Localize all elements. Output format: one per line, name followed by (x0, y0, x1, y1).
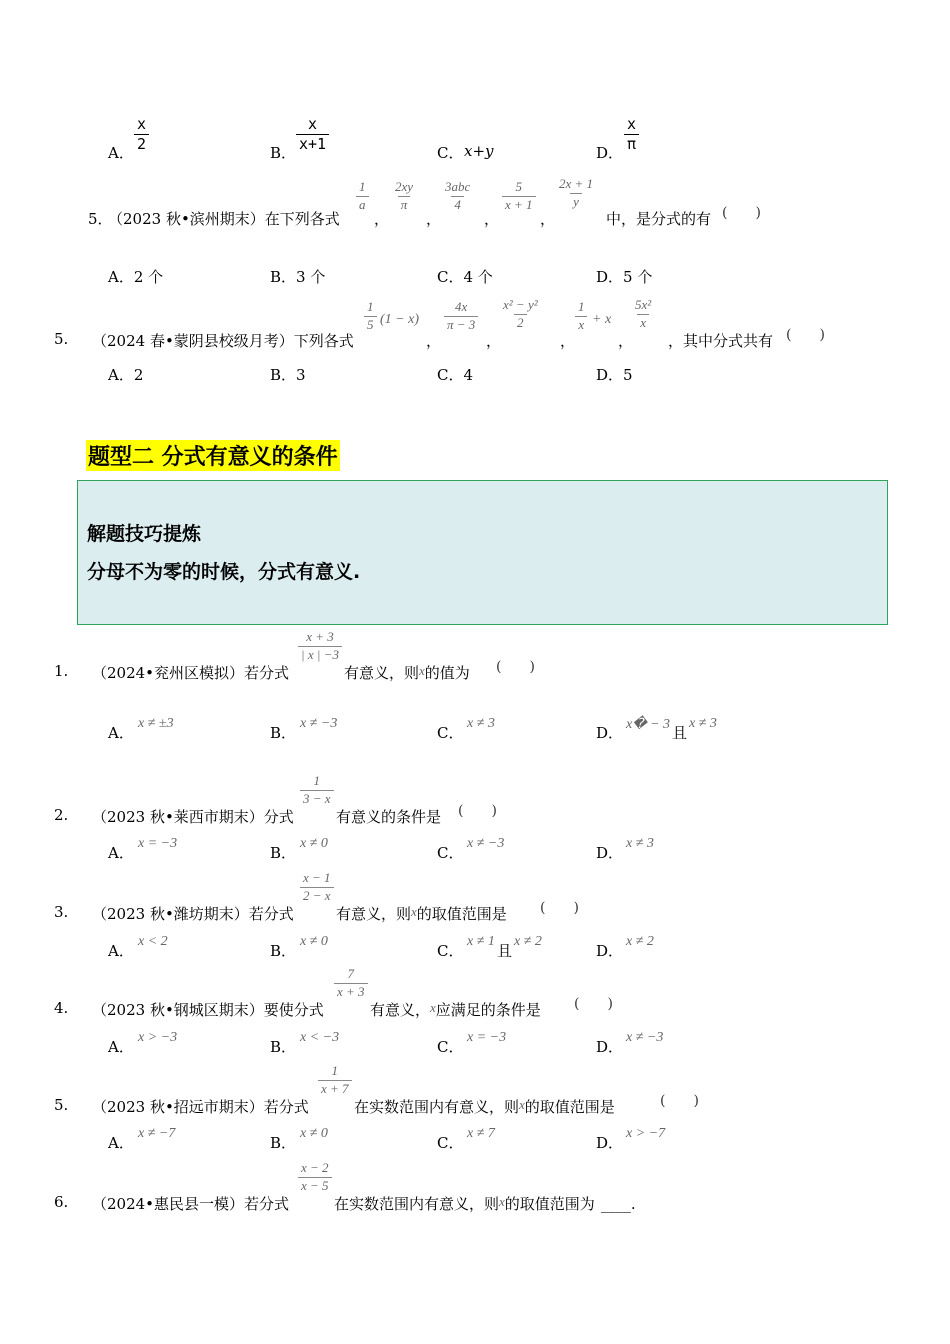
option-label: C． (437, 1134, 464, 1152)
fraction-4-tail: + x (592, 312, 612, 327)
fraction-4: $\frac{5}{x + 1}$ (502, 180, 536, 213)
question-text-part: 的取值范围为 (504, 1195, 595, 1213)
option-d-label: D． (596, 144, 624, 162)
question-tail: 中，是分式的有 (606, 210, 712, 228)
fraction-2: $\frac{4x}{\pi - 3}$ (444, 300, 478, 333)
fraction-4: $\frac{1}{x}$ (575, 300, 588, 333)
separator: ， (560, 332, 576, 350)
tip-title: 解题技巧提炼 (87, 523, 202, 545)
option-math: x < −3 (300, 1030, 340, 1045)
section-heading: 题型二 分式有意义的条件 (86, 440, 340, 471)
question-number: 6. (54, 1193, 69, 1211)
question-number: 1. (54, 662, 69, 680)
option-math: x ≠ 0 (300, 934, 328, 949)
option-math: x ≠ −3 (300, 716, 338, 731)
option-math: x = −3 (138, 836, 178, 851)
separator: ， (486, 332, 502, 350)
question-text (336, 806, 441, 827)
fraction-numerator: x − 2 (301, 1160, 329, 1175)
question-text-part: 有意义，则 (336, 905, 412, 923)
question-source: （2023 秋•钢城区期末）要使分式 (92, 1001, 324, 1019)
question-tail: ，其中分式共有 (668, 332, 774, 350)
fraction-numerator: x + 3 (306, 629, 334, 644)
question-text-part: 在实数范围内有意义，则 (334, 1195, 500, 1213)
option-d-fraction: $\frac{x}{\pi}$ (624, 116, 639, 154)
option-label: B． (270, 844, 297, 862)
fraction-numerator: 7 (347, 966, 355, 981)
fraction-numerator: 1 (331, 1063, 339, 1078)
separator: ， (484, 210, 500, 228)
option-label: A． (108, 942, 134, 960)
option-math: x ≠ −3 (467, 836, 505, 851)
question-number: 3. (54, 903, 69, 921)
answer-paren: ( ) (786, 327, 825, 343)
question-text-part: 有意义， (370, 1001, 431, 1019)
question-source: （2023 秋•招远市期末）若分式 (92, 1098, 309, 1116)
separator: ， (540, 210, 556, 228)
option-connector: 且 (672, 724, 688, 742)
separator: ， (426, 332, 442, 350)
question-source: （2024•惠民县一模）若分式 (92, 1195, 290, 1213)
option-math: x = −3 (467, 1030, 507, 1045)
question-number: 2. (54, 806, 69, 824)
option-label: C． (437, 942, 464, 960)
question-text-part: 有意义，则 (344, 664, 420, 682)
option-label: B． (270, 724, 297, 742)
option-math: x ≠ 3 (467, 716, 495, 731)
question-fraction (300, 774, 334, 807)
question-source: （2023 秋•莱西市期末）分式 (92, 808, 294, 826)
option-math: x ≠ 3 (689, 716, 717, 731)
option-math: x ≠ 3 (626, 836, 654, 851)
separator: ， (374, 210, 390, 228)
question-fraction (298, 630, 342, 663)
question-fraction (300, 871, 334, 904)
option-label: D． (596, 1134, 624, 1152)
option-c-label: C． (437, 144, 464, 162)
option-label: A． (108, 1038, 134, 1056)
question-text (336, 903, 507, 924)
option-label: A． (108, 724, 134, 742)
option-label: D． (596, 724, 624, 742)
fraction-denominator: 2 − x (300, 887, 334, 904)
question-text-part: 的值为 (424, 664, 470, 682)
option-math: x ≠ −7 (138, 1126, 176, 1141)
option-label: A． (108, 1134, 134, 1152)
question-text (344, 662, 470, 683)
option-label: D． (596, 1038, 624, 1056)
option-math: x ≠ 0 (300, 836, 328, 851)
option-c: C．4 个 (437, 268, 493, 286)
fraction-1: $\frac{1}{a}$ (356, 180, 369, 213)
option-math: x ≠ −3 (626, 1030, 664, 1045)
fraction-numerator: x − 1 (303, 870, 331, 885)
fraction-numerator: 1 (313, 773, 321, 788)
question-text (370, 999, 541, 1020)
option-math: x ≠ ±3 (138, 716, 174, 731)
answer-paren: ( ) (722, 205, 761, 221)
option-b-label: B． (270, 144, 297, 162)
question-text-part: 的取值范围是 (524, 1098, 615, 1116)
variable: x (519, 1097, 525, 1112)
question-number: 5. (54, 1096, 69, 1114)
option-c-text: x+y (464, 142, 494, 160)
variable: x (419, 663, 425, 678)
variable: x (499, 1194, 505, 1209)
option-label: D． (596, 942, 624, 960)
answer-paren: ( ) (574, 996, 613, 1012)
fraction-2: $\frac{2xy}{\pi}$ (395, 179, 414, 212)
option-a: A．2 (108, 366, 144, 384)
answer-paren: ( ) (540, 900, 579, 916)
option-d: D．5 (596, 366, 633, 384)
fraction-denominator: x + 7 (318, 1080, 352, 1097)
answer-paren: ( ) (458, 803, 497, 819)
tip-box (77, 480, 888, 625)
option-math: x� − 3 (626, 717, 671, 732)
answer-paren: ( ) (660, 1093, 699, 1109)
option-a-fraction: $\frac{x}{2}$ (134, 116, 149, 154)
question-text (354, 1096, 615, 1117)
question-fraction (334, 967, 368, 1000)
option-math: x < 2 (138, 934, 168, 949)
option-math: x ≠ 7 (467, 1126, 495, 1141)
option-a-label: A． (108, 144, 134, 162)
fraction-3: 3abc 4 (445, 179, 471, 212)
option-math: x ≠ 1 (467, 934, 495, 949)
option-label: C． (437, 1038, 464, 1056)
option-label: D． (596, 844, 624, 862)
question-stem: （2023 秋•滨州期末）在下列各式 (108, 210, 340, 228)
question-source: （2024•兖州区模拟）若分式 (92, 664, 290, 682)
option-c: C．4 (437, 366, 474, 384)
variable: x (430, 1000, 436, 1015)
question-fraction (318, 1064, 352, 1097)
fraction-denominator: | x | −3 (298, 646, 342, 663)
question-number: 4. (54, 999, 69, 1017)
option-label: B． (270, 1038, 297, 1056)
fraction-1: $\frac{1}{5}$ (364, 300, 377, 333)
question-source: （2023 秋•潍坊期末）若分式 (92, 905, 294, 923)
question-text-part: 在实数范围内有意义，则 (354, 1098, 520, 1116)
option-a: A．2 个 (108, 268, 164, 286)
separator: ， (426, 210, 442, 228)
option-label: B． (270, 942, 297, 960)
question-fraction (298, 1161, 332, 1194)
answer-blank[interactable]: ____. (600, 1195, 636, 1213)
fraction-5: $\frac{\text{5x²}}{x}$ (635, 297, 652, 330)
option-label: C． (437, 724, 464, 742)
question-text-part: 有意义的条件是 (336, 808, 442, 826)
fraction-denominator: x + 3 (334, 983, 368, 1000)
fraction-5: $\frac{2x + 1}{y}$ (559, 176, 594, 209)
question-number: 5. (54, 330, 69, 348)
question-number: 5． (88, 210, 113, 228)
option-label: B． (270, 1134, 297, 1152)
option-math: x ≠ 2 (514, 934, 542, 949)
tip-text: 分母不为零的时候，分式有意义. (87, 561, 361, 583)
question-text-part: 的取值范围是 (416, 905, 507, 923)
option-b: B．3 个 (270, 268, 326, 286)
option-d: D．5 个 (596, 268, 653, 286)
question-text-part: 应满足的条件是 (435, 1001, 541, 1019)
option-math: x ≠ 0 (300, 1126, 328, 1141)
separator: ， (618, 332, 634, 350)
answer-paren: ( ) (496, 659, 535, 675)
option-b-fraction: $\frac{x}{x+1}$ (296, 116, 329, 154)
option-b: B．3 (270, 366, 306, 384)
option-label: C． (437, 844, 464, 862)
option-label: A． (108, 844, 134, 862)
question-stem: （2024 春•蒙阴县校级月考）下列各式 (92, 332, 354, 350)
option-math: x > −7 (626, 1126, 666, 1141)
fraction-denominator: x − 5 (298, 1177, 332, 1194)
option-math: x ≠ 2 (626, 934, 654, 949)
variable: x (411, 904, 417, 919)
fraction-denominator: 3 − x (300, 790, 334, 807)
option-math: x > −3 (138, 1030, 178, 1045)
fraction-3: $\frac{\text{x² − y²}}{2}$ (503, 297, 538, 330)
option-connector: 且 (497, 942, 513, 960)
question-text (334, 1193, 636, 1214)
fraction-1-tail: (1 − x) (380, 312, 419, 327)
